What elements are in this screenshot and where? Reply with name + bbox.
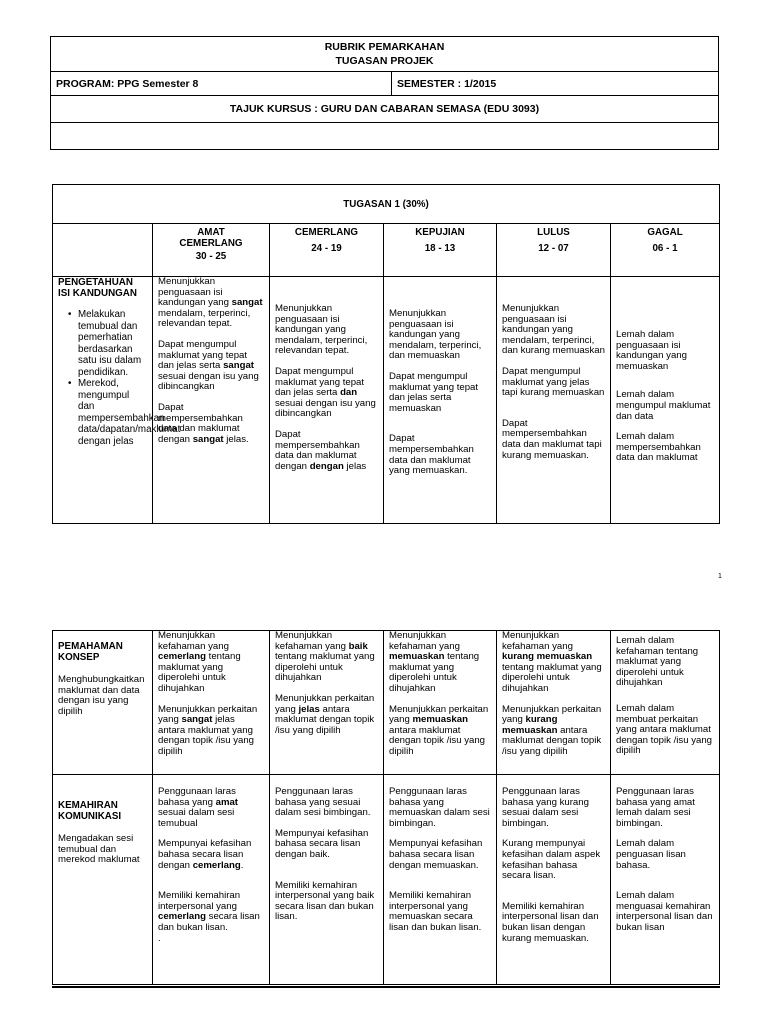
descriptor-c [270, 631, 384, 775]
text: Memiliki kemahiran interpersonal yang baik secara lisan dan bukan lisan. [275, 879, 375, 923]
emphasis: cemerlang [158, 911, 206, 923]
criterion-title: PENGETAHUAN ISI KANDUNGAN [58, 277, 137, 299]
text: Menunjukkan penguasaan isi kandungan yang [158, 276, 232, 309]
rubric-table-page2 [52, 630, 720, 985]
descriptor-ac [153, 224, 270, 524]
emphasis: kurang memuaskan [502, 714, 558, 736]
text: Penggunaan laras bahasa yang sesuai dalam sesi bimbingan. [275, 786, 371, 819]
descriptor-c [270, 775, 384, 985]
text: sesuai dengan isu yang dibincangkan [275, 397, 376, 420]
criterion-points [58, 309, 181, 447]
text: Penggunaan laras bahasa yang kurang sesuai dalam sesi bimbingan. [502, 786, 589, 829]
text: jelas antara maklumat yang dengan topik /isu yang dipilih [158, 714, 255, 757]
text: Lemah dalam mempersembahkan data dan maklumat [616, 431, 701, 464]
text: Dapat mengumpul maklumat yang jelas tapi kurang memuaskan [502, 365, 605, 399]
descriptor-k [384, 631, 497, 775]
grade-name: AMAT CEMERLANG [179, 227, 243, 249]
criterion-point: • Melakukan temubual dan pemerhatian berdasarkan satu isu dalam pendidikan. [68, 309, 147, 378]
grade-range: 06 - 1 [652, 242, 678, 254]
text: Lemah dalam membuat perkaitan yang antara maklumat dengan topik /isu yang dipilih [616, 702, 713, 757]
text: Mempunyai kefasihan bahasa secara lisan dengan baik. [275, 827, 369, 860]
text: tentang maklumat yang diperolehi untuk dihujahkan [158, 651, 241, 694]
text: Dapat mempersembahkan data dan maklumat dengan [275, 428, 360, 472]
text: Lemah dalam penguasaan isi kandungan yang memuaskan [616, 329, 687, 372]
text: Lemah dalam menguasai kemahiran interpersonal lisan dan bukan lisan [616, 890, 713, 933]
program-label: PROGRAM: PPG Semester 8 [56, 77, 199, 90]
task-title-cell [53, 185, 720, 224]
grade-header-ac [153, 224, 269, 277]
grade-header-g [611, 224, 719, 277]
text: Menunjukkan penguasaan isi kandungan yang mendalam, terperinci, dan memuaskan [389, 308, 482, 362]
grade-header-k [384, 224, 496, 277]
text: . [240, 859, 244, 871]
text: Kurang mempunyai kefasihan dalam aspek kefasihan bahasa secara lisan. [502, 838, 601, 882]
descriptor-l [497, 631, 611, 775]
text: Menunjukkan penguasaan isi kandungan yang mendalam, terperinci, relevandan tepat. [275, 303, 368, 357]
text: Menunjukkan perkaitan yang [158, 703, 258, 726]
criterion-title: KEMAHIRAN KOMUNIKASI [58, 800, 122, 822]
text: Menunjukkan kefahaman yang [389, 630, 460, 652]
grade-range: 12 - 07 [538, 242, 569, 254]
text: sesuai dalam sesi temubual [158, 807, 235, 829]
grade-name: KEPUJIAN [415, 227, 465, 238]
emphasis: jelas [298, 703, 320, 715]
text: Dapat mengumpul maklumat yang tepat dan jelas serta [275, 365, 365, 399]
bottom-rule [52, 986, 720, 988]
descriptor-l [497, 224, 611, 524]
text: Dapat mengumpul maklumat yang tepat dan jelas serta [158, 338, 248, 372]
grade-header-c [270, 224, 383, 277]
text: Memiliki kemahiran interpersonal yang [158, 890, 241, 912]
criterion-cell-pengetahuan [53, 224, 181, 524]
text: Menunjukkan perkaitan yang [275, 692, 375, 715]
text: Lemah dalam kefahaman tentang maklumat yang diperolehi untuk dihujahkan [616, 635, 699, 689]
criterion-desc: Mengadakan sesi temubual dan merekod maklumat [58, 833, 140, 866]
text: Menunjukkan kefahaman yang [158, 630, 229, 652]
text: Memiliki kemahiran interpersonal yang memuaskan secara lisan dan bukan lisan. [389, 890, 482, 933]
emphasis: dengan [309, 460, 344, 472]
text: antara maklumat dengan topik /isu yang dipilih [389, 724, 486, 757]
text: jelas. [223, 433, 249, 445]
emphasis: sangat [181, 714, 213, 726]
grade-header-l [497, 224, 610, 277]
emphasis: memuaskan [389, 651, 445, 663]
text: Dapat mempersembahkan data dan maklumat tapi kurang memuaskan. [502, 417, 602, 461]
text: Menunjukkan perkaitan yang [502, 703, 602, 726]
emphasis: amat [215, 796, 239, 808]
header-title-cell [51, 37, 719, 72]
emphasis: baik [348, 640, 368, 652]
emphasis: sangat [192, 433, 224, 445]
text: tentang maklumat yang diperolehi untuk dihujahkan [502, 661, 602, 694]
emphasis: cemerlang [158, 651, 206, 663]
text: Penggunaan laras bahasa yang memuaskan dalam sesi bimbingan. [389, 786, 490, 829]
descriptor-g [611, 631, 720, 775]
emphasis: memuaskan [412, 714, 468, 726]
header-table [50, 36, 719, 150]
text: Dapat mempersembahkan data dan maklumat yang memuaskan. [389, 433, 474, 477]
criterion-cell-komunikasi [53, 775, 153, 985]
rubric-title: RUBRIK PEMARKAHAN [324, 41, 445, 53]
text: Penggunaan laras bahasa yang [158, 786, 236, 808]
text: secara lisan dan bukan lisan. [158, 911, 260, 933]
rubric-table-page1 [52, 184, 720, 524]
grade-name: CEMERLANG [294, 227, 359, 238]
text: Lemah dalam mengumpul maklumat dan data [616, 389, 711, 422]
text: . [158, 932, 161, 944]
grade-name: GAGAL [647, 227, 683, 238]
semester-cell [392, 72, 719, 96]
grade-name: LULUS [537, 227, 570, 238]
descriptor-g [611, 224, 720, 524]
text: mendalam, terperinci, relevandan tepat. [158, 307, 251, 330]
descriptor-g [611, 775, 720, 985]
text: Lemah dalam penguasan lisan bahasa. [616, 838, 686, 871]
text: Dapat mengumpul maklumat yang tepat dan jelas serta memuaskan [389, 370, 479, 414]
text: tentang maklumat yang diperolehi untuk dihujahkan [275, 651, 375, 684]
emphasis: dan [340, 387, 358, 399]
text: Memiliki kemahiran interpersonal lisan dan bukan lisan dengan kurang memuaskan. [502, 900, 599, 944]
text: jelas [343, 460, 367, 472]
text: antara maklumat dengan topik /isu yang dipilih [275, 703, 375, 736]
text: Mempunyai kefasihan bahasa secara lisan dengan memuaskan. [389, 838, 483, 871]
criterion-title: PEMAHAMAN KONSEP [58, 641, 123, 663]
descriptor-k [384, 775, 497, 985]
grade-range: 30 - 25 [195, 251, 227, 262]
semester-label: SEMESTER : 1/2015 [397, 77, 497, 90]
course-title: TAJUK KURSUS : GURU DAN CABARAN SEMASA (EDU 3093) [229, 103, 540, 115]
emphasis: sangat [223, 360, 254, 372]
criterion-desc: Menghubungkaitkan maklumat dan data dengan isu yang dipilih [58, 674, 145, 717]
blank-row [51, 123, 719, 150]
emphasis: cemerlang [192, 859, 241, 871]
task-title: TUGASAN 1 (30%) [343, 198, 429, 210]
program-cell [51, 72, 392, 96]
text: Mempunyai kefasihan bahasa secara lisan dengan [158, 838, 252, 871]
grade-range: 24 - 19 [311, 242, 342, 254]
course-cell [51, 96, 719, 123]
criterion-cell-pemahaman [53, 631, 153, 775]
descriptor-k [384, 224, 497, 524]
text: tentang maklumat yang diperolehi untuk dihujahkan [389, 651, 480, 694]
rubric-subtitle: TUGASAN PROJEK [335, 55, 434, 67]
criterion-point: • Merekod, mengumpul dan mempersembahkan data/dapatan/maklumat dengan jelas [68, 378, 147, 447]
header-blank [53, 224, 152, 277]
text: Menunjukkan kefahaman yang [275, 630, 349, 652]
descriptor-ac [153, 775, 270, 985]
text: Menunjukkan perkaitan yang [389, 703, 489, 726]
grade-range: 18 - 13 [424, 242, 456, 254]
emphasis: kurang memuaskan [502, 651, 593, 663]
text: Dapat mempersembahkan data dan maklumat dengan [158, 401, 243, 445]
descriptor-l [497, 775, 611, 985]
text: antara maklumat dengan topik /isu yang dipilih [502, 724, 602, 757]
text: sesuai dengan isu yang dibincangkan [158, 370, 259, 393]
text: Penggunaan laras bahasa yang amat lemah dalam sesi bimbingan. [616, 786, 695, 829]
text: Menunjukkan kefahaman yang [502, 630, 573, 652]
descriptor-c [270, 224, 384, 524]
emphasis: sangat [231, 297, 263, 309]
descriptor-ac [153, 631, 270, 775]
page-number: 1 [718, 573, 722, 580]
text: Menunjukkan penguasaan isi kandungan yang mendalam, terperinci, dan kurang memuaskan [502, 303, 605, 357]
